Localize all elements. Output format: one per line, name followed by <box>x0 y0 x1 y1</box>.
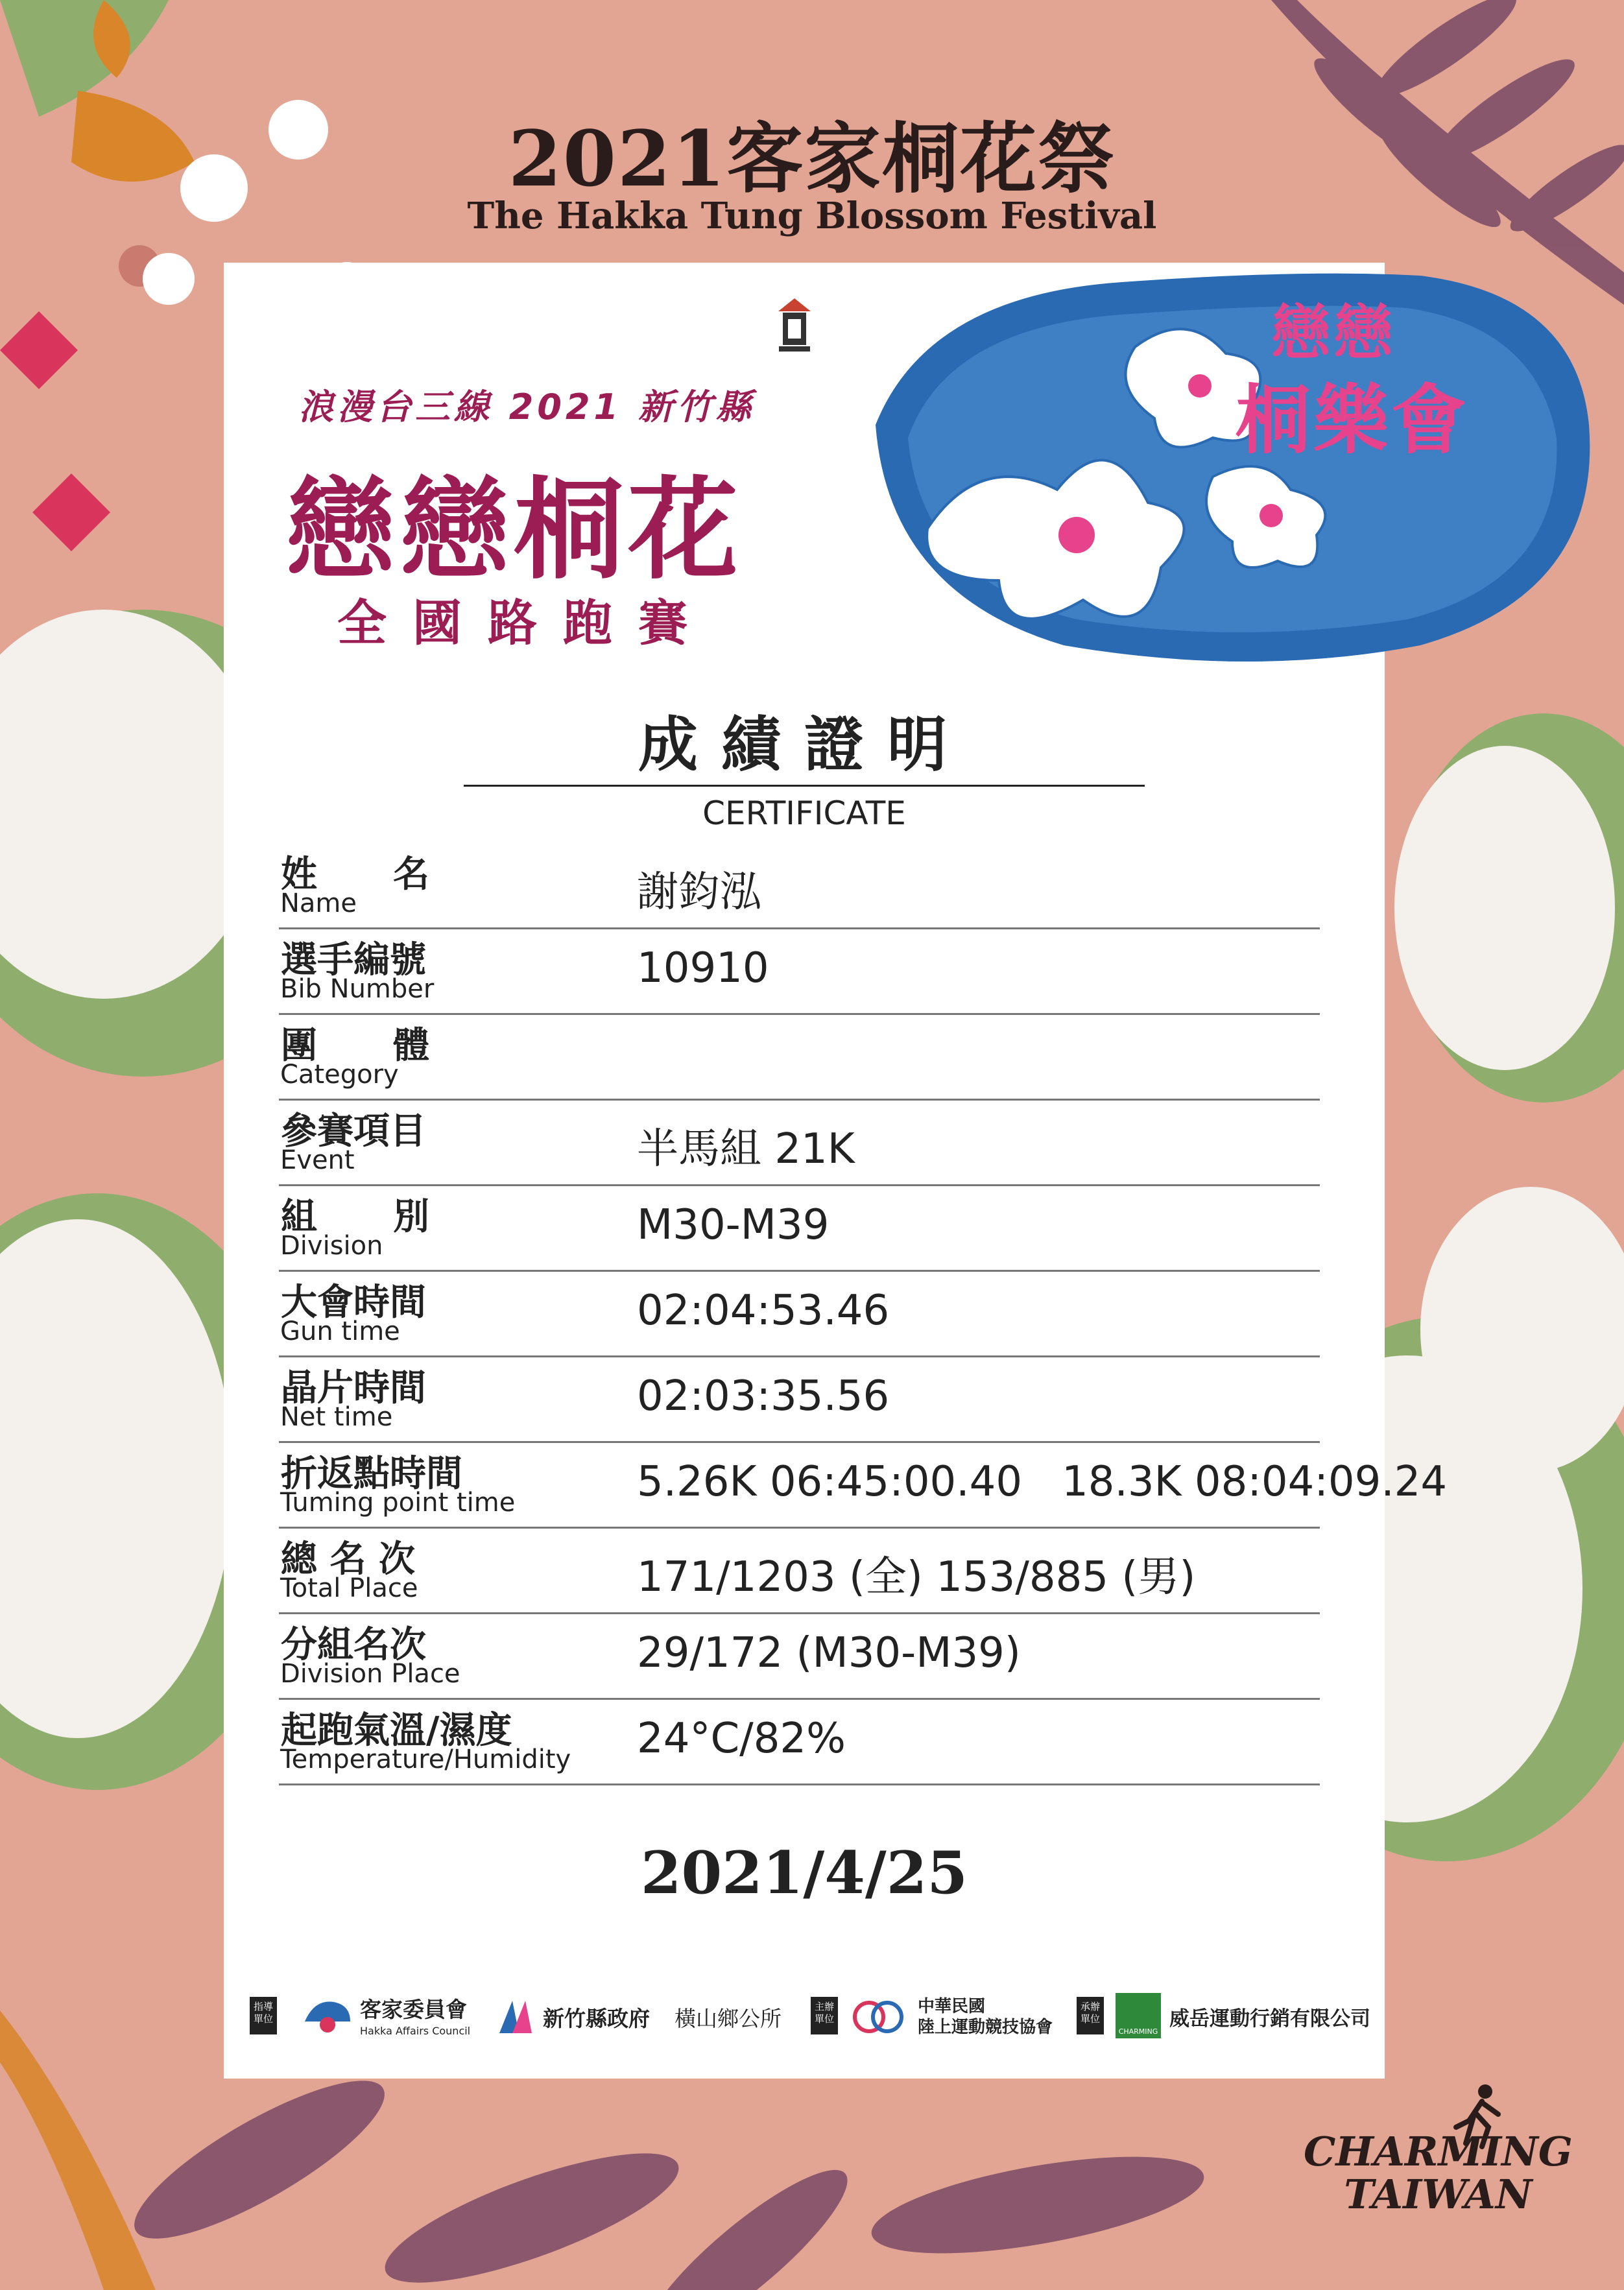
row-division-place <box>279 1614 1320 1700</box>
athletics-association-logo-icon <box>850 1994 908 2040</box>
certificate-title: 成績證明 <box>638 710 970 780</box>
title-divider <box>464 785 1145 787</box>
row-total-place <box>279 1528 1320 1614</box>
sponsor-township: 橫山鄉公所 <box>675 2006 782 2031</box>
row-name <box>279 843 1320 929</box>
row-category <box>279 1014 1320 1101</box>
row-label-en: Gun time <box>280 1317 400 1346</box>
row-label-zh: 參賽項目 <box>281 1110 426 1152</box>
event-badge-logo <box>850 256 1602 671</box>
row-division <box>279 1186 1320 1272</box>
hakka-council-logo-icon <box>302 1996 353 2034</box>
sponsor-hakka-council: 客家委員會 <box>360 1997 467 2022</box>
brand-line2: TAIWAN <box>1344 2171 1533 2218</box>
charming-taiwan-brand <box>1304 2130 1573 2216</box>
row-label-zh: 起跑氣溫/濕度 <box>281 1710 512 1752</box>
row-turning-point-time <box>279 1442 1448 1529</box>
sponsor-tag-organizer: 承辦單位 <box>1077 1997 1104 2034</box>
row-event <box>279 1100 1320 1186</box>
certificate-subtitle: CERTIFICATE <box>702 794 906 832</box>
row-bib-number <box>279 929 1320 1015</box>
row-value: 24°C/82% <box>637 1715 846 1763</box>
certificate-date: 2021/4/25 <box>640 1839 968 1907</box>
sponsor-county: 新竹縣政府 <box>543 2006 650 2031</box>
pavilion-icon <box>775 292 814 357</box>
row-label-zh: 總 名 次 <box>281 1538 415 1580</box>
sponsor-bar <box>250 1981 1372 2053</box>
festival-subtitle: The Hakka Tung Blossom Festival <box>467 195 1157 237</box>
row-label-en: Total Place <box>280 1573 418 1603</box>
sponsor-tag-host: 主辦單位 <box>811 1997 838 2034</box>
row-value: 5.26K 06:45:00.40 18.3K 08:04:09.24 <box>637 1458 1448 1506</box>
row-label-zh: 團 體 <box>281 1025 429 1067</box>
race-top-line: 浪漫台三線 2021 新竹縣 <box>298 387 755 427</box>
row-label-en: Event <box>280 1145 355 1175</box>
race-bottom-line: 全國路跑賽 <box>337 594 713 652</box>
row-value: 02:04:53.46 <box>637 1287 890 1335</box>
row-value: 171/1203 (全) 153/885 (男) <box>637 1553 1196 1601</box>
row-label-zh: 大會時間 <box>281 1282 426 1324</box>
charming-logo-icon: CHARMING <box>1116 1993 1161 2038</box>
row-net-time <box>279 1357 1320 1443</box>
sponsor-hakka-council-en: Hakka Affairs Council <box>360 2025 471 2037</box>
row-label-zh: 姓 名 <box>281 853 429 896</box>
row-value: 02:03:35.56 <box>637 1372 890 1420</box>
race-main-title: 戀戀桐花 <box>285 465 743 595</box>
row-label-en: Bib Number <box>280 974 435 1004</box>
row-gun-time <box>279 1271 1320 1357</box>
row-value: 謝鈞泓 <box>637 868 761 916</box>
row-temperature-humidity <box>279 1699 1320 1785</box>
sponsor-tag-guide: 指導單位 <box>250 1997 277 2034</box>
row-value: M30-M39 <box>637 1201 830 1249</box>
row-value: 10910 <box>637 944 769 992</box>
row-label-en: Net time <box>280 1402 393 1432</box>
sponsor-company: 威岳運動行銷有限公司 <box>1169 2007 1370 2031</box>
row-label-zh: 選手編號 <box>281 939 426 981</box>
row-label-zh: 組 別 <box>281 1196 429 1238</box>
row-label-zh: 分組名次 <box>281 1624 426 1666</box>
badge-text-line1: 戀戀 <box>1271 298 1396 368</box>
row-label-en: Category <box>280 1060 399 1090</box>
row-label-en: Division Place <box>280 1659 460 1689</box>
row-label-zh: 晶片時間 <box>281 1367 426 1409</box>
row-label-en: Temperature/Humidity <box>280 1745 571 1774</box>
badge-text-line2: 桐樂會 <box>1236 377 1469 464</box>
county-logo-icon <box>493 1994 538 2040</box>
row-label-en: Name <box>280 889 357 918</box>
row-value: 29/172 (M30-M39) <box>637 1629 1021 1677</box>
festival-title: 2021客家桐花祭 <box>508 113 1116 204</box>
sponsor-association-line1: 中華民國 <box>918 1997 986 2016</box>
row-label-zh: 折返點時間 <box>281 1453 462 1495</box>
row-label-en: Tuming point time <box>280 1488 516 1518</box>
brand-line1: CHARMING <box>1304 2128 1573 2175</box>
row-label-en: Division <box>280 1231 383 1261</box>
sponsor-association-line2: 陸上運動競技協會 <box>918 2018 1053 2037</box>
row-value: 半馬組 21K <box>637 1125 855 1173</box>
